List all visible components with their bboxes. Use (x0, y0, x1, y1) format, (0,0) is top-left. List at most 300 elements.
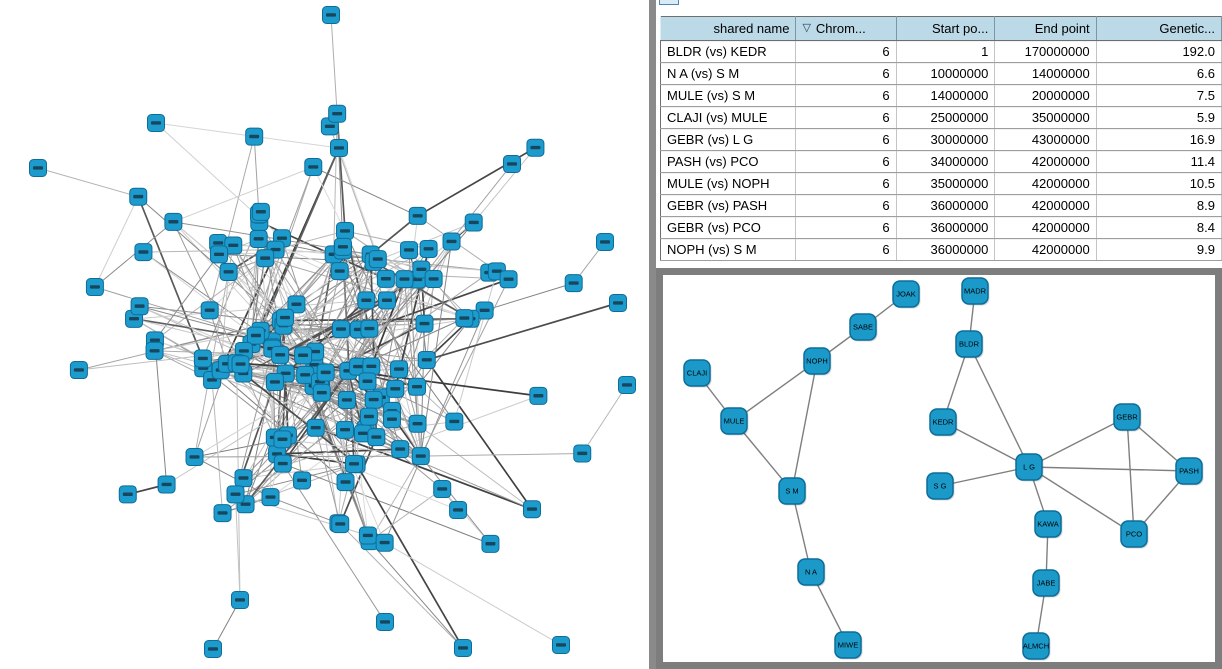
node-label (577, 452, 587, 455)
node-label (254, 237, 264, 240)
node-label (325, 125, 335, 128)
network-node[interactable] (446, 413, 463, 430)
panel-divider[interactable] (649, 0, 656, 669)
node-label (135, 304, 145, 307)
cell-value[interactable]: 10000000 (896, 63, 995, 85)
cell-value[interactable]: 42000000 (995, 151, 1096, 173)
network-node[interactable] (329, 105, 346, 122)
cell-shared-name[interactable]: CLAJI (vs) MULE (661, 107, 796, 129)
network-node[interactable] (333, 321, 350, 338)
cell-value[interactable]: 36000000 (896, 239, 995, 261)
node-label (527, 507, 537, 510)
network-node-sabe[interactable] (850, 314, 878, 342)
node-label (241, 502, 251, 505)
node-label: BLDR (958, 339, 980, 349)
network-edge[interactable] (95, 197, 138, 287)
network-node[interactable] (323, 7, 340, 24)
table-row[interactable] (661, 63, 1222, 85)
cell-value[interactable]: 43000000 (995, 129, 1096, 151)
network-node[interactable] (201, 302, 218, 319)
node-label (382, 299, 392, 302)
network-node[interactable] (619, 377, 636, 394)
node-label (208, 647, 218, 650)
network-node[interactable] (377, 614, 394, 631)
network-node[interactable] (368, 429, 385, 446)
cell-value[interactable]: 16.9 (1096, 129, 1221, 151)
filtered-network-canvas[interactable] (663, 275, 1215, 662)
network-edge-bldr-l-g[interactable] (969, 344, 1029, 467)
network-node-pco[interactable] (1121, 521, 1149, 549)
network-edge-gebr-pco[interactable] (1127, 417, 1134, 534)
network-node[interactable] (358, 292, 375, 309)
network-node[interactable] (250, 230, 267, 247)
node-label (278, 462, 288, 465)
network-node[interactable] (295, 347, 312, 364)
network-node[interactable] (205, 641, 222, 658)
network-node[interactable] (369, 251, 386, 268)
network-node-claji[interactable] (684, 360, 712, 388)
network-node[interactable] (391, 361, 408, 378)
network-node-joak[interactable] (893, 281, 921, 309)
column-header-end-point[interactable] (995, 17, 1096, 41)
cell-value[interactable]: 35000000 (995, 107, 1096, 129)
network-node[interactable] (337, 222, 354, 239)
node-label (335, 522, 345, 525)
network-node[interactable] (130, 188, 147, 205)
network-node-pash[interactable] (1176, 458, 1204, 486)
network-node-mule[interactable] (721, 408, 749, 436)
network-node[interactable] (214, 505, 231, 522)
network-node[interactable] (86, 279, 103, 296)
cell-value[interactable]: 6 (796, 129, 896, 151)
network-node[interactable] (443, 233, 460, 250)
network-node[interactable] (272, 346, 289, 363)
node-label (412, 385, 422, 388)
network-node[interactable] (409, 207, 426, 224)
node-label (230, 493, 240, 496)
network-node[interactable] (346, 455, 363, 472)
network-node-s-m[interactable] (779, 478, 807, 506)
network-node-n-a[interactable] (798, 559, 826, 587)
network-node[interactable] (257, 250, 274, 267)
cell-value[interactable]: 42000000 (995, 217, 1096, 239)
cell-value[interactable]: 42000000 (995, 239, 1096, 261)
network-node-jabe[interactable] (1033, 570, 1061, 598)
cell-value[interactable]: 36000000 (896, 217, 995, 239)
network-node-almch[interactable] (1023, 633, 1051, 661)
node-label: KAWA (1037, 519, 1059, 529)
network-node[interactable] (401, 242, 418, 259)
cell-value[interactable]: 14000000 (995, 63, 1096, 85)
node-label: MIWE (837, 640, 859, 650)
node-label (214, 253, 224, 256)
cell-value[interactable]: 6 (796, 151, 896, 173)
network-edge[interactable] (155, 340, 167, 484)
network-node[interactable] (227, 486, 244, 503)
node-label (422, 358, 432, 361)
network-node[interactable] (135, 244, 152, 261)
node-label (162, 483, 172, 486)
network-edge[interactable] (370, 541, 463, 648)
network-edge-noph-s-m[interactable] (792, 361, 817, 491)
table-row[interactable] (661, 151, 1222, 173)
network-node[interactable] (482, 535, 499, 552)
network-node[interactable] (235, 470, 252, 487)
network-node[interactable] (246, 128, 263, 145)
cell-value[interactable]: 6 (796, 107, 896, 129)
network-node[interactable] (360, 408, 377, 425)
network-node[interactable] (434, 481, 451, 498)
network-node[interactable] (305, 159, 322, 176)
network-node[interactable] (387, 380, 404, 397)
network-node[interactable] (337, 421, 354, 438)
cell-shared-name[interactable]: MULE (vs) S M (661, 85, 796, 107)
network-node-gebr[interactable] (1114, 404, 1142, 432)
node-label (447, 240, 457, 243)
network-node[interactable] (294, 472, 311, 489)
network-node[interactable] (331, 263, 348, 280)
node-label (381, 277, 391, 280)
network-node[interactable] (574, 445, 591, 462)
node-label (353, 365, 363, 368)
column-label: Genetic... (1159, 21, 1215, 36)
network-edge[interactable] (454, 271, 497, 421)
network-node[interactable] (500, 271, 517, 288)
node-label (151, 121, 161, 124)
cell-value[interactable]: 42000000 (995, 173, 1096, 195)
network-node-kedr[interactable] (930, 409, 958, 437)
cell-value[interactable]: 42000000 (995, 195, 1096, 217)
node-label (198, 357, 208, 360)
node-label (291, 303, 301, 306)
node-label (362, 380, 372, 383)
network-node[interactable] (317, 364, 334, 381)
cell-shared-name[interactable]: NOPH (vs) S M (661, 239, 796, 261)
node-label: S G (933, 481, 947, 491)
cell-value[interactable]: 30000000 (896, 129, 995, 151)
node-label (251, 334, 261, 337)
network-node[interactable] (338, 392, 355, 409)
node-label (300, 373, 310, 376)
node-label (239, 349, 249, 352)
network-node[interactable] (334, 238, 351, 255)
node-label (413, 214, 423, 217)
cell-value[interactable]: 34000000 (896, 151, 995, 173)
column-header-chrom[interactable] (796, 17, 896, 41)
node-label (338, 245, 348, 248)
network-edge[interactable] (331, 15, 337, 114)
network-node[interactable] (553, 637, 570, 654)
network-edge[interactable] (385, 543, 561, 645)
node-label (33, 166, 43, 169)
network-node[interactable] (146, 342, 163, 359)
node-label (298, 354, 308, 357)
cell-shared-name[interactable]: N A (vs) S M (661, 63, 796, 85)
node-label (311, 426, 321, 429)
cell-shared-name[interactable]: PASH (vs) PCO (661, 151, 796, 173)
network-node[interactable] (376, 534, 393, 551)
cell-value[interactable]: 36000000 (896, 195, 995, 217)
column-label: End point (1034, 21, 1090, 36)
network-node[interactable] (252, 203, 269, 220)
table-row[interactable] (661, 173, 1222, 195)
network-node[interactable] (274, 455, 291, 472)
node-label: MADR (963, 286, 987, 296)
network-edge[interactable] (485, 283, 574, 310)
cell-value[interactable]: 6 (796, 239, 896, 261)
network-node[interactable] (276, 309, 293, 326)
network-node[interactable] (523, 501, 540, 518)
column-header-start-po[interactable] (896, 17, 995, 41)
network-edge[interactable] (427, 303, 618, 360)
network-edge[interactable] (173, 167, 313, 222)
node-label (556, 643, 566, 646)
network-node-bldr[interactable] (956, 331, 984, 359)
cell-value[interactable]: 8.4 (1096, 217, 1221, 239)
network-node[interactable] (148, 115, 165, 132)
node-label (133, 195, 143, 198)
cell-value[interactable]: 35000000 (896, 173, 995, 195)
network-edge-l-g-gebr[interactable] (1029, 417, 1127, 467)
cell-value[interactable]: 25000000 (896, 107, 995, 129)
network-node[interactable] (359, 373, 376, 390)
toolbar-fragment (659, 0, 679, 5)
cell-value[interactable]: 5.9 (1096, 107, 1221, 129)
network-node[interactable] (361, 320, 378, 337)
node-label (622, 383, 632, 386)
network-edge[interactable] (195, 456, 421, 457)
node-label: SABE (852, 322, 874, 332)
node-label: MULE (723, 416, 745, 426)
node-label (317, 391, 327, 394)
network-node[interactable] (416, 315, 433, 332)
network-node[interactable] (119, 486, 136, 503)
network-node[interactable] (266, 374, 283, 391)
table-row[interactable] (661, 107, 1222, 129)
network-node[interactable] (363, 358, 380, 375)
cell-value[interactable]: 6 (796, 217, 896, 239)
cell-shared-name[interactable]: BLDR (vs) KEDR (661, 41, 796, 63)
node-label (238, 476, 248, 479)
network-edge[interactable] (254, 137, 259, 215)
node-label (138, 250, 148, 253)
node-label (218, 511, 228, 514)
node-label: NOPH (806, 356, 828, 366)
node-label (459, 316, 469, 319)
node-label (394, 367, 404, 370)
node-label (321, 371, 331, 374)
filter-icon[interactable]: ▽ (802, 22, 811, 34)
cell-value[interactable]: 9.9 (1096, 239, 1221, 261)
network-node[interactable] (232, 356, 249, 373)
cell-value[interactable]: 6 (796, 173, 896, 195)
network-node[interactable] (418, 351, 435, 368)
cell-value[interactable]: 6 (796, 195, 896, 217)
node-label (480, 309, 490, 312)
network-node[interactable] (158, 476, 175, 493)
network-node[interactable] (194, 350, 211, 367)
node-label (358, 432, 368, 435)
network-node[interactable] (332, 516, 349, 533)
node-label (453, 508, 463, 511)
filtered-network-panel (656, 268, 1222, 669)
network-node[interactable] (409, 378, 426, 395)
cell-shared-name[interactable]: GEBR (vs) L G (661, 129, 796, 151)
node-label (485, 542, 495, 545)
network-node[interactable] (211, 246, 228, 263)
column-label: shared name (713, 21, 790, 36)
node-label: JOAK (896, 289, 916, 299)
network-node[interactable] (262, 489, 279, 506)
network-node[interactable] (331, 140, 348, 157)
node-label (308, 165, 318, 168)
node-label (424, 247, 434, 250)
network-edge[interactable] (582, 385, 627, 453)
network-edge[interactable] (143, 250, 275, 252)
network-node[interactable] (504, 156, 521, 173)
network-node[interactable] (131, 298, 148, 315)
column-header-shared-name[interactable] (661, 17, 796, 41)
network-node[interactable] (392, 441, 409, 458)
table-row[interactable] (661, 85, 1222, 107)
node-label (364, 327, 374, 330)
node-label (150, 339, 160, 342)
network-node[interactable] (565, 275, 582, 292)
cell-value[interactable]: 6 (796, 41, 896, 63)
network-node[interactable] (307, 419, 324, 436)
network-node[interactable] (232, 592, 249, 609)
node-label (366, 365, 376, 368)
cell-value[interactable]: 170000000 (995, 41, 1096, 63)
network-node[interactable] (465, 214, 482, 231)
network-edge[interactable] (38, 168, 138, 197)
node-label (364, 415, 374, 418)
cell-value[interactable]: 6 (796, 85, 896, 107)
node-label (228, 244, 238, 247)
network-node[interactable] (220, 263, 237, 280)
cell-value[interactable]: 7.5 (1096, 85, 1221, 107)
cell-shared-name[interactable]: GEBR (vs) PASH (661, 195, 796, 217)
network-node[interactable] (274, 431, 291, 448)
network-node[interactable] (365, 391, 382, 408)
network-node[interactable] (412, 448, 429, 465)
node-label (129, 317, 139, 320)
network-node[interactable] (30, 160, 47, 177)
network-edge[interactable] (313, 167, 417, 216)
node-label: ALMCH (1022, 641, 1050, 651)
node-label (507, 162, 517, 165)
node-label (150, 349, 160, 352)
network-node[interactable] (450, 502, 467, 519)
cell-shared-name[interactable]: MULE (vs) NOPH (661, 173, 796, 195)
network-node[interactable] (610, 295, 627, 312)
network-edge-l-g-pash[interactable] (1029, 467, 1189, 471)
network-node-s-g[interactable] (927, 473, 955, 501)
node-label: KEDR (932, 417, 954, 427)
cell-value[interactable]: 8.9 (1096, 195, 1221, 217)
network-node-noph[interactable] (804, 348, 832, 376)
network-node[interactable] (527, 139, 544, 156)
node-label (530, 146, 540, 149)
network-node[interactable] (530, 387, 547, 404)
node-label (275, 353, 285, 356)
network-node-kawa[interactable] (1035, 511, 1063, 539)
node-label (256, 210, 266, 213)
network-node-miwe[interactable] (835, 632, 863, 660)
network-node[interactable] (377, 270, 394, 287)
network-node[interactable] (165, 213, 182, 230)
table-row[interactable] (661, 239, 1222, 261)
cell-value[interactable]: 20000000 (995, 85, 1096, 107)
cell-value[interactable]: 10.5 (1096, 173, 1221, 195)
node-label (416, 268, 426, 271)
node-label (334, 146, 344, 149)
network-edge[interactable] (212, 380, 222, 513)
network-node[interactable] (247, 327, 264, 344)
node-label (380, 620, 390, 623)
network-node[interactable] (597, 234, 614, 251)
network-node[interactable] (337, 474, 354, 491)
network-node-l-g[interactable] (1016, 454, 1044, 482)
cell-value[interactable]: 1 (896, 41, 995, 63)
column-label: Start po... (931, 21, 989, 36)
table-row[interactable] (661, 129, 1222, 151)
node-label (613, 301, 623, 304)
network-node[interactable] (313, 384, 330, 401)
network-node[interactable] (383, 411, 400, 428)
table-header-row (661, 17, 1222, 41)
node-label (387, 417, 397, 420)
node-label: PASH (1179, 466, 1199, 476)
network-node[interactable] (378, 292, 395, 309)
node-label (90, 285, 100, 288)
node-label (569, 281, 579, 284)
network-node[interactable] (396, 271, 413, 288)
node-label (168, 220, 178, 223)
node-label (123, 493, 133, 496)
table-row[interactable] (661, 195, 1222, 217)
node-label (469, 221, 479, 224)
node-label (449, 420, 459, 423)
network-node[interactable] (455, 640, 472, 657)
network-node[interactable] (186, 449, 203, 466)
cell-shared-name[interactable]: GEBR (vs) PCO (661, 217, 796, 239)
network-edge[interactable] (421, 453, 582, 456)
node-label: PCO (1125, 529, 1143, 539)
table-row[interactable] (661, 217, 1222, 239)
cell-value[interactable]: 6.6 (1096, 63, 1221, 85)
network-node[interactable] (420, 240, 437, 257)
column-header-genetic[interactable] (1096, 17, 1221, 41)
cell-value[interactable]: 14000000 (896, 85, 995, 107)
right-column (656, 0, 1222, 669)
network-node[interactable] (359, 527, 376, 544)
network-node[interactable] (409, 415, 426, 432)
node-label: JABE (1036, 578, 1056, 588)
cell-value[interactable]: 6 (796, 63, 896, 85)
network-edge[interactable] (95, 287, 272, 341)
node-label (74, 368, 84, 371)
table-row[interactable] (661, 41, 1222, 63)
network-node[interactable] (456, 310, 473, 327)
node-label (277, 237, 287, 240)
cell-value[interactable]: 192.0 (1096, 41, 1221, 63)
network-node[interactable] (70, 362, 87, 379)
cell-value[interactable]: 11.4 (1096, 151, 1221, 173)
node-label (395, 447, 405, 450)
network-node-madr[interactable] (962, 278, 990, 306)
network-node[interactable] (425, 271, 442, 288)
